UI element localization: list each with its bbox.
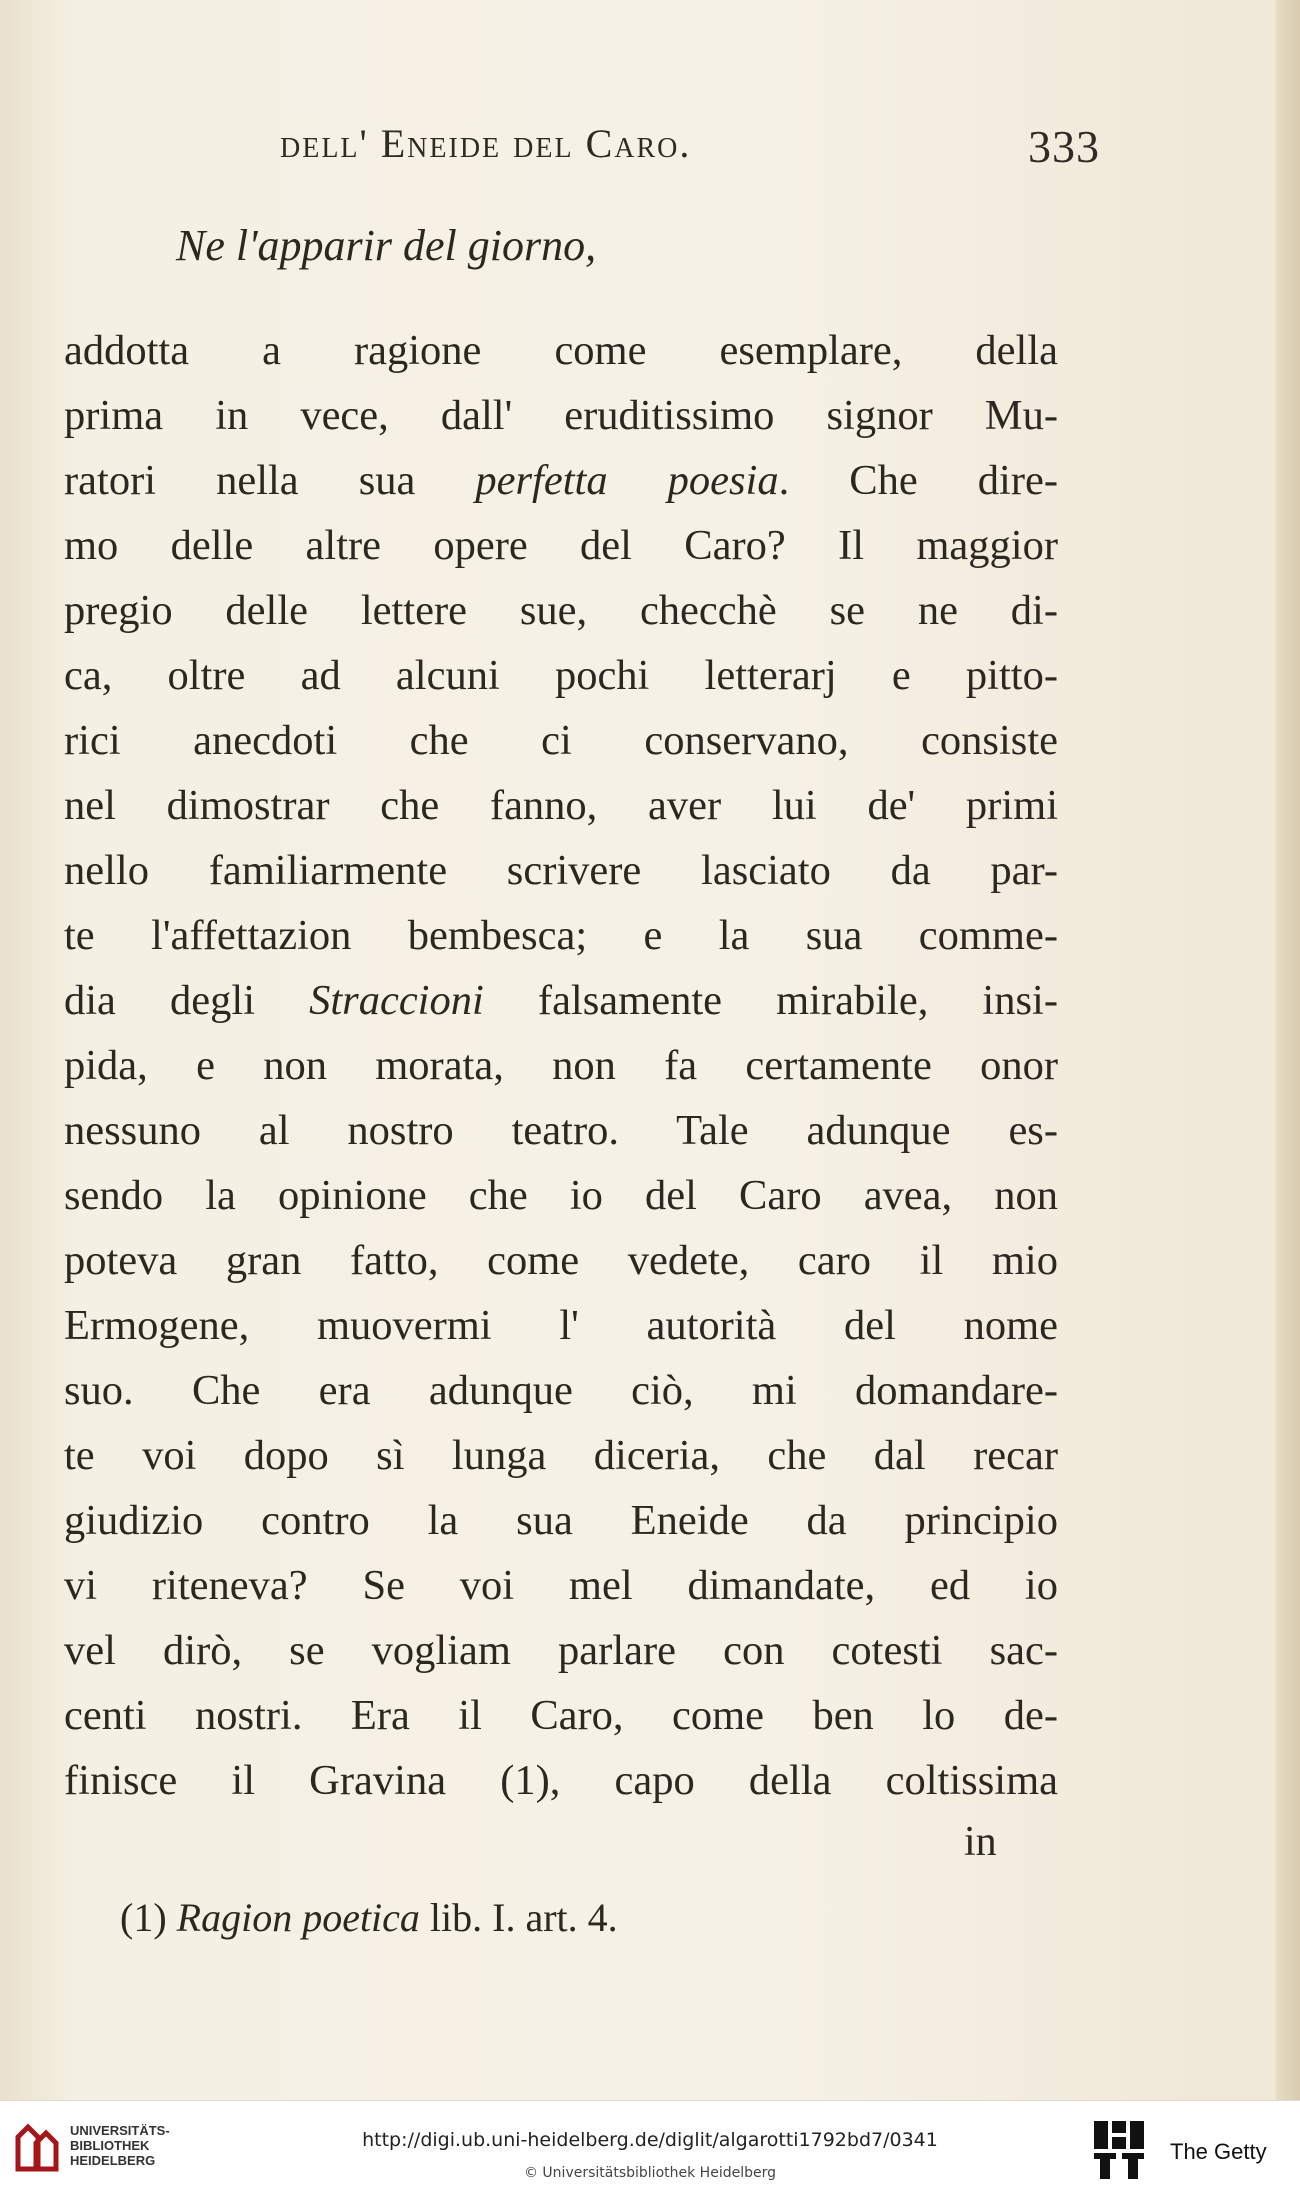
text-segment: nel dimostrar che fanno, aver lui de' primi [64, 782, 1058, 829]
text-line [64, 318, 1058, 383]
text-line [64, 1553, 1058, 1618]
text-line [64, 643, 1058, 708]
copyright-notice: © Universitätsbibliothek Heidelberg [523, 2165, 776, 2181]
text-segment: . Che dire- [778, 457, 1058, 504]
text-segment: te l'affettazion bembesca; e la sua comme- [64, 912, 1058, 959]
text-segment: ca, oltre ad alcuni pochi letterarj e pitto- [64, 652, 1058, 699]
text-segment: falsamente mirabile, insi- [483, 977, 1058, 1024]
page-edge [1276, 0, 1300, 2100]
text-segment: pida, e non morata, non fa certamente onor [64, 1042, 1058, 1089]
footnote-reference: lib. I. art. 4. [419, 1895, 618, 1940]
body-text [64, 318, 1058, 1813]
text-line [64, 903, 1058, 968]
footnote [120, 1894, 618, 1941]
text-line [64, 383, 1058, 448]
text-segment: ratori nella sua [64, 457, 476, 504]
text-line [64, 513, 1058, 578]
text-line [64, 708, 1058, 773]
text-line [64, 1683, 1058, 1748]
text-segment: centi nostri. Era il Caro, come ben lo de- [64, 1692, 1058, 1739]
text-line [64, 838, 1058, 903]
text-line [64, 1748, 1058, 1813]
text-segment: pregio delle lettere sue, checchè se ne di- [64, 587, 1058, 634]
partner-name: The Getty [1170, 2139, 1267, 2164]
catchword: in [964, 1819, 997, 1865]
text-line [64, 448, 1058, 513]
library-name-line: HEIDELBERG [70, 2153, 156, 2168]
text-line [64, 1618, 1058, 1683]
text-line [64, 1358, 1058, 1423]
footnote-marker: (1) [120, 1895, 167, 1940]
permalink-link[interactable]: http://digi.ub.uni-heidelberg.de/diglit/algarotti1792bd7/0341 [362, 2129, 938, 2151]
text-line [64, 1163, 1058, 1228]
page-number: 333 [1028, 121, 1100, 172]
text-line [64, 1488, 1058, 1553]
getty-logo-icon [1092, 2119, 1148, 2181]
text-segment: nello familiarmente scrivere lasciato da par- [64, 847, 1058, 894]
text-segment: mo delle altre opere del Caro? Il maggior [64, 522, 1058, 569]
text-segment: nessuno al nostro teatro. Tale adunque es- [64, 1107, 1058, 1154]
text-segment: addotta a ragione come esemplare, della [64, 327, 1058, 374]
text-segment: prima in vece, dall' eruditissimo signor Mu- [64, 392, 1058, 439]
text-line [64, 1423, 1058, 1488]
text-line [64, 1098, 1058, 1163]
text-segment: finisce il Gravina (1), capo della coltissima [64, 1757, 1058, 1804]
text-line [64, 773, 1058, 838]
text-line [64, 1033, 1058, 1098]
text-line [64, 578, 1058, 643]
running-head [60, 120, 1100, 180]
text-segment: te voi dopo sì lunga diceria, che dal recar [64, 1432, 1058, 1479]
text-segment: giudizio contro la sua Eneide da principio [64, 1497, 1058, 1544]
library-name-line: UNIVERSITÄTS- [70, 2123, 170, 2138]
running-title: dell' Eneide del Caro. [280, 121, 692, 166]
text-segment: poteva gran fatto, come vedete, caro il mio [64, 1237, 1058, 1284]
italic-title: Straccioni [309, 977, 484, 1024]
text-segment: vi riteneva? Se voi mel dimandate, ed io [64, 1562, 1058, 1609]
text-line [64, 968, 1058, 1033]
text-segment: sendo la opinione che io del Caro avea, non [64, 1172, 1058, 1219]
text-segment: Ermogene, muovermi l' autorità del nome [64, 1302, 1058, 1349]
viewer-footer [0, 2100, 1300, 2201]
text-segment: dia degli [64, 977, 310, 1024]
footnote-title: Ragion poetica [176, 1895, 420, 1940]
italic-title: perfetta poesia [475, 457, 779, 504]
text-segment: rici anecdoti che ci conservano, consiste [64, 717, 1058, 764]
text-line [64, 1228, 1058, 1293]
text-segment: suo. Che era adunque ciò, mi domandare- [64, 1367, 1058, 1414]
text-segment: vel dirò, se vogliam parlare con cotesti sac- [64, 1627, 1058, 1674]
library-name-line: BIBLIOTHEK [70, 2138, 150, 2153]
text-line [64, 1293, 1058, 1358]
verse-quotation: Ne l'apparir del giorno, [176, 221, 597, 270]
